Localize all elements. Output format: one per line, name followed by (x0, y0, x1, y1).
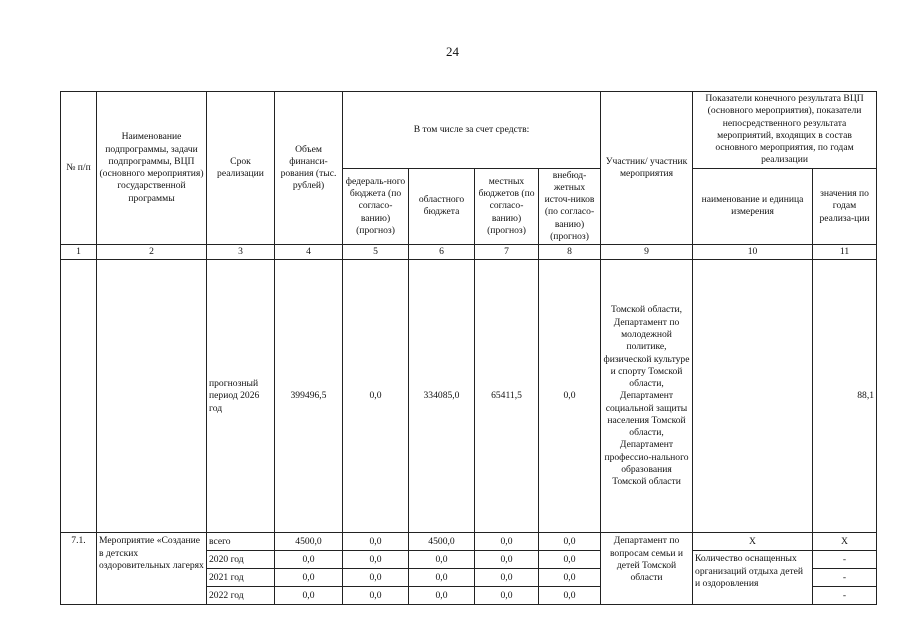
cell-regional: 4500,0 (409, 533, 475, 551)
page-number: 24 (446, 44, 459, 59)
colnum-11: 11 (813, 245, 877, 260)
colnum-8: 8 (539, 245, 601, 260)
cell-ind-name: Количество оснащенных организаций отдыха детей и оздоровления (693, 551, 813, 605)
colnum-6: 6 (409, 245, 475, 260)
cell-regional: 0,0 (409, 551, 475, 569)
header-regional: областного бюджета (409, 168, 475, 245)
cell-volume: 0,0 (275, 551, 343, 569)
cell-volume: 4500,0 (275, 533, 343, 551)
cell-federal: 0,0 (343, 260, 409, 533)
header-local: местных бюджетов (по согласо-ванию) (прогноз) (475, 168, 539, 245)
cell-ind-name: Х (693, 533, 813, 551)
cell-federal: 0,0 (343, 533, 409, 551)
header-participant: Участник/ участник мероприятия (601, 92, 693, 245)
colnum-7: 7 (475, 245, 539, 260)
cell-federal: 0,0 (343, 569, 409, 587)
cell-no: 7.1. (61, 533, 97, 605)
header-row-1 (61, 92, 877, 169)
table-row (61, 533, 877, 551)
colnum-4: 4 (275, 245, 343, 260)
header-no: № п/п (61, 92, 97, 245)
cell-federal: 0,0 (343, 587, 409, 605)
header-ind-value: значения по годам реализа-ции (813, 168, 877, 245)
cell-ind-value: Х (813, 533, 877, 551)
cell-term: всего (207, 533, 275, 551)
header-indicators-group: Показатели конечного результата ВЦП (основного мероприятия), показатели непосредственного результата мероприятий, входящих в состав основного мероприятия, по годам реализации (693, 92, 877, 169)
cell-volume: 0,0 (275, 569, 343, 587)
cell-ind-value: - (813, 551, 877, 569)
cell-regional: 0,0 (409, 587, 475, 605)
cell-volume: 0,0 (275, 587, 343, 605)
cell-ind-name (693, 260, 813, 533)
header-federal: федераль-ного бюджета (по согласо-ванию) (прогноз) (343, 168, 409, 245)
header-name: Наименование подпрограммы, задачи подпрограммы, ВЦП (основного мероприятия) государственной программы (97, 92, 207, 245)
header-sources-group: В том числе за счет средств: (343, 92, 601, 169)
cell-ind-value: - (813, 569, 877, 587)
colnum-9: 9 (601, 245, 693, 260)
cell-term: 2021 год (207, 569, 275, 587)
cell-local: 0,0 (475, 533, 539, 551)
cell-participant: Департамент по вопросам семьи и детей Томской области (601, 533, 693, 605)
cell-term: прогнозный период 2026 год (207, 260, 275, 533)
cell-extra: 0,0 (539, 587, 601, 605)
colnum-1: 1 (61, 245, 97, 260)
cell-name: Мероприятие «Создание в детских оздоровительных лагерях (97, 533, 207, 605)
cell-extra: 0,0 (539, 533, 601, 551)
cell-term: 2020 год (207, 551, 275, 569)
table-row (61, 260, 877, 533)
cell-ind-value: 88,1 (813, 260, 877, 533)
cell-extra: 0,0 (539, 569, 601, 587)
cell-no (61, 260, 97, 533)
colnum-3: 3 (207, 245, 275, 260)
header-ind-name: наименование и единица измерения (693, 168, 813, 245)
cell-regional: 0,0 (409, 569, 475, 587)
cell-local: 65411,5 (475, 260, 539, 533)
header-extra: внебюд-жетных источ-ников (по согласо-ванию) (прогноз) (539, 168, 601, 245)
column-numbers-row (61, 245, 877, 260)
cell-local: 0,0 (475, 587, 539, 605)
cell-participant: Томской области, Департамент по молодежной политике, физической культуре и спорту Томской области, Департамент социальной защиты населения Томской области, Департамент профессио-нального образования Томской области (601, 260, 693, 533)
cell-extra: 0,0 (539, 551, 601, 569)
program-table (60, 91, 877, 605)
cell-local: 0,0 (475, 569, 539, 587)
cell-volume: 399496,5 (275, 260, 343, 533)
header-volume: Объем финанси-рования (тыс. рублей) (275, 92, 343, 245)
cell-ind-value: - (813, 587, 877, 605)
cell-term: 2022 год (207, 587, 275, 605)
colnum-10: 10 (693, 245, 813, 260)
cell-federal: 0,0 (343, 551, 409, 569)
colnum-2: 2 (97, 245, 207, 260)
cell-local: 0,0 (475, 551, 539, 569)
cell-extra: 0,0 (539, 260, 601, 533)
cell-name (97, 260, 207, 533)
cell-regional: 334085,0 (409, 260, 475, 533)
header-term: Срок реализации (207, 92, 275, 245)
colnum-5: 5 (343, 245, 409, 260)
